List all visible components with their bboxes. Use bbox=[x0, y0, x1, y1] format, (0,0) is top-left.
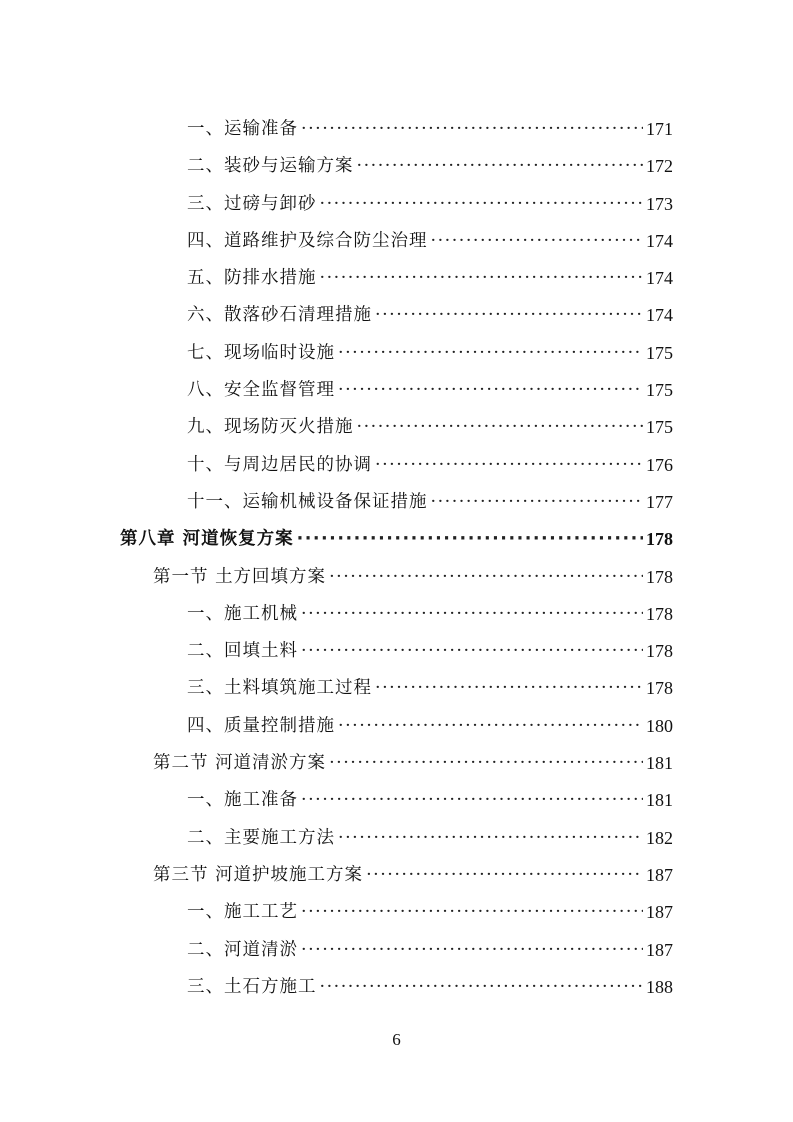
toc-item-entry[interactable] bbox=[0, 111, 673, 148]
dot-leader bbox=[431, 484, 644, 521]
toc-entry-title: 四、道路维护及综合防尘治理 bbox=[187, 230, 428, 251]
toc-entry-page: 178 bbox=[646, 641, 673, 662]
toc-entry-page: 174 bbox=[646, 305, 673, 326]
toc-entry-title: 十一、运输机械设备保证措施 bbox=[187, 491, 428, 512]
toc-entry-page: 178 bbox=[646, 529, 673, 550]
dot-leader bbox=[301, 596, 643, 633]
toc-item-entry[interactable] bbox=[0, 186, 673, 223]
dot-leader bbox=[338, 820, 643, 857]
dot-leader bbox=[329, 559, 643, 596]
toc-entry-page: 178 bbox=[646, 678, 673, 699]
toc-entry-title: 五、防排水措施 bbox=[187, 268, 317, 289]
toc-entry-title: 第一节 土方回填方案 bbox=[153, 566, 327, 587]
toc-entry-page: 182 bbox=[646, 827, 673, 848]
dot-leader bbox=[301, 633, 643, 670]
toc-entry-title: 二、回填土料 bbox=[187, 641, 298, 662]
toc-item-entry[interactable] bbox=[0, 932, 673, 969]
toc-item-entry[interactable] bbox=[0, 335, 673, 372]
dot-leader bbox=[366, 857, 643, 894]
toc-entry-page: 187 bbox=[646, 864, 673, 885]
toc-item-entry[interactable] bbox=[0, 969, 673, 1006]
dot-leader bbox=[320, 186, 644, 223]
toc-entry-page: 187 bbox=[646, 939, 673, 960]
toc-item-entry[interactable] bbox=[0, 297, 673, 334]
toc-entry-page: 173 bbox=[646, 193, 673, 214]
toc-entry-page: 187 bbox=[646, 902, 673, 923]
toc-entry-title: 二、主要施工方法 bbox=[187, 827, 335, 848]
toc-entry-page: 172 bbox=[646, 156, 673, 177]
toc-item-entry[interactable] bbox=[0, 782, 673, 819]
dot-leader bbox=[375, 447, 643, 484]
toc-entry-title: 六、散落砂石清理措施 bbox=[187, 305, 372, 326]
dot-leader bbox=[297, 521, 643, 558]
toc-entry-title: 四、质量控制措施 bbox=[187, 715, 335, 736]
toc-entry-title: 一、运输准备 bbox=[187, 119, 298, 139]
toc-entry-page: 175 bbox=[646, 417, 673, 438]
toc-entry-title: 三、过磅与卸砂 bbox=[187, 193, 317, 214]
toc-entry-title: 九、现场防灭火措施 bbox=[187, 417, 354, 438]
dot-leader bbox=[338, 708, 643, 745]
dot-leader bbox=[375, 670, 643, 707]
toc-entry-page: 188 bbox=[646, 976, 673, 997]
dot-leader bbox=[357, 409, 644, 446]
toc-entry-page: 174 bbox=[646, 230, 673, 251]
dot-leader bbox=[431, 223, 644, 260]
toc-item-entry[interactable] bbox=[0, 447, 673, 484]
toc-chapter-entry[interactable] bbox=[0, 521, 673, 558]
toc-entry-page: 176 bbox=[646, 454, 673, 475]
toc-entry-page: 181 bbox=[646, 753, 673, 774]
toc-entry-title: 七、现场临时设施 bbox=[187, 342, 335, 363]
toc-entry-title: 二、河道清淤 bbox=[187, 939, 298, 960]
page-number: 6 bbox=[392, 1030, 401, 1049]
toc-section-entry[interactable] bbox=[0, 745, 673, 782]
toc-entry-title: 一、施工工艺 bbox=[187, 902, 298, 923]
dot-leader bbox=[320, 260, 644, 297]
toc-entry-page: 174 bbox=[646, 268, 673, 289]
dot-leader bbox=[375, 297, 643, 334]
toc-entry-page: 178 bbox=[646, 566, 673, 587]
toc-entry-title: 第三节 河道护坡施工方案 bbox=[153, 864, 364, 885]
dot-leader bbox=[301, 932, 643, 969]
dot-leader bbox=[301, 782, 643, 819]
toc-entry-title: 一、施工机械 bbox=[187, 603, 298, 624]
toc-entry-title: 一、施工准备 bbox=[187, 790, 298, 811]
toc-entry-page: 178 bbox=[646, 603, 673, 624]
dot-leader bbox=[320, 969, 644, 1006]
toc-item-entry[interactable] bbox=[0, 670, 673, 707]
toc-entry-title: 三、土料填筑施工过程 bbox=[187, 678, 372, 699]
toc-entry-page: 171 bbox=[646, 119, 673, 139]
dot-leader bbox=[357, 148, 644, 185]
toc-entry-title: 二、装砂与运输方案 bbox=[187, 156, 354, 177]
toc-item-entry[interactable] bbox=[0, 409, 673, 446]
toc-item-entry[interactable] bbox=[0, 148, 673, 185]
toc-entry-page: 180 bbox=[646, 715, 673, 736]
dot-leader bbox=[338, 372, 643, 409]
toc-item-entry[interactable] bbox=[0, 484, 673, 521]
toc-section-entry[interactable] bbox=[0, 857, 673, 894]
toc-item-entry[interactable] bbox=[0, 820, 673, 857]
toc-item-entry[interactable] bbox=[0, 708, 673, 745]
toc-entry-title: 三、土石方施工 bbox=[187, 976, 317, 997]
dot-leader bbox=[329, 745, 643, 782]
table-of-contents bbox=[0, 111, 793, 1006]
toc-entry-title: 第八章 河道恢复方案 bbox=[120, 529, 294, 550]
toc-item-entry[interactable] bbox=[0, 223, 673, 260]
toc-entry-title: 八、安全监督管理 bbox=[187, 380, 335, 401]
toc-entry-page: 175 bbox=[646, 342, 673, 363]
toc-section-entry[interactable] bbox=[0, 559, 673, 596]
toc-entry-page: 181 bbox=[646, 790, 673, 811]
dot-leader bbox=[301, 894, 643, 931]
toc-entry-page: 175 bbox=[646, 380, 673, 401]
toc-item-entry[interactable] bbox=[0, 894, 673, 931]
toc-item-entry[interactable] bbox=[0, 372, 673, 409]
dot-leader bbox=[338, 335, 643, 372]
toc-entry-title: 十、与周边居民的协调 bbox=[187, 454, 372, 475]
dot-leader bbox=[301, 111, 643, 148]
toc-item-entry[interactable] bbox=[0, 260, 673, 297]
toc-entry-title: 第二节 河道清淤方案 bbox=[153, 753, 327, 774]
toc-item-entry[interactable] bbox=[0, 633, 673, 670]
toc-item-entry[interactable] bbox=[0, 596, 673, 633]
toc-entry-page: 177 bbox=[646, 491, 673, 512]
